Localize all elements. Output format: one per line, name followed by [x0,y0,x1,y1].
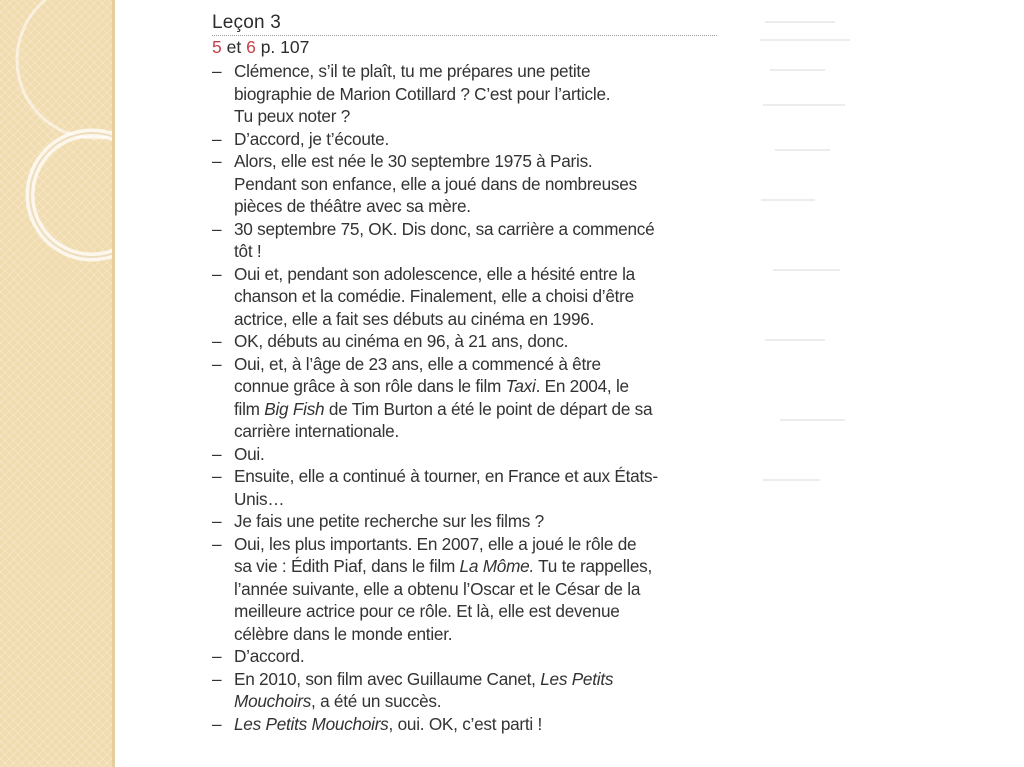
dialogue-text: chanson et la comédie. Finalement, elle a choisi d’être [234,286,634,306]
dialogue-text: connue grâce à son rôle dans le film [234,376,506,396]
side-panel-edge [112,0,115,767]
dialogue-lines [212,60,752,735]
bleed-through-texture [755,10,865,530]
dialogue-dash: – [212,61,222,81]
dialogue-text: D’accord. [234,646,305,666]
decorative-side-panel [0,0,112,767]
dialogue-line [212,375,752,398]
dialogue-text: de Tim Burton a été le point de départ de sa [324,398,653,419]
italic-title: La Môme. [459,556,534,576]
dialogue-text: , oui. OK, c’est parti ! [388,713,543,734]
dialogue-text: 30 septembre 75, OK. Dis donc, sa carrière a commencé [234,218,655,239]
dialogue-text: meilleure actrice pour ce rôle. Et là, elle est devenue [234,601,620,621]
dialogue-line [212,488,752,511]
dialogue-dash: – [212,331,222,351]
dialogue-line [212,173,752,196]
exercise-and: et [226,37,242,57]
dialogue-line [212,690,752,713]
dialogue-text: tôt ! [234,241,262,261]
dialogue-dash: – [212,151,222,171]
dialogue-text: Clémence, s’il te plaît, tu me prépares une petite [234,61,591,81]
dialogue-line [212,105,752,128]
italic-title: Les Petits Mouchoirs [234,713,389,734]
dialogue-line [212,578,752,601]
dialogue-line [212,600,752,623]
dialogue-line [212,510,752,533]
dialogue-text: Oui, et, à l’âge de 23 ans, elle a commencé à être [234,353,601,374]
dialogue-line [212,150,752,173]
dialogue-dash: – [212,263,222,284]
dialogue-dash: – [212,353,222,374]
dialogue-text: Ensuite, elle a continué à tourner, en France et aux États- [234,466,658,486]
italic-title: Big Fish [264,398,325,419]
dialogue-dash: – [212,466,222,486]
dialogue-text: Tu peux noter ? [234,106,350,126]
dialogue-text: l’année suivante, elle a obtenu l’Oscar et le César de la [234,578,641,599]
dialogue-dash: – [212,511,222,531]
dialogue-line [212,555,752,578]
dialogue-text: Tu te rappelles, [533,556,653,576]
dialogue-text: pièces de théâtre avec sa mère. [234,196,471,216]
dialogue-line [212,83,752,106]
italic-title: Taxi [505,376,536,396]
dialogue-dash: – [212,128,222,149]
dialogue-line [212,330,752,353]
italic-title: Les Petits [540,668,614,689]
dialogue-text: . En 2004, le [535,376,629,396]
dialogue-text: En 2010, son film avec Guillaume Canet, [234,668,541,689]
dialogue-dash: – [212,646,222,666]
dialogue-text: actrice, elle a fait ses débuts au cinéma en 1996. [234,308,595,329]
dialogue-dash: – [212,218,222,239]
dialogue-text: Oui, les plus importants. En 2007, elle a joué le rôle de [234,533,637,554]
dialogue-line [212,533,752,556]
dialogue-line [212,645,752,668]
dialogue-text: sa vie : Édith Piaf, dans le film [234,556,460,576]
dialogue-line [212,465,752,488]
dialogue-text: , a été un succès. [311,691,442,711]
dialogue-text: Alors, elle est née le 30 septembre 1975 à Paris. [234,151,593,171]
dialogue-line [212,308,752,331]
exercise-number-6: 6 [246,37,256,57]
dialogue-text: célèbre dans le monde entier. [234,623,453,644]
dialogue-dash: – [212,443,222,464]
dialogue-line [212,128,752,151]
dialogue-line [212,713,752,736]
dialogue-line [212,263,752,286]
transcript-page [212,12,752,735]
dialogue-dash: – [212,668,222,689]
dialogue-line [212,398,752,421]
dialogue-text: D’accord, je t’écoute. [234,128,389,149]
exercise-page: p. 107 [260,37,310,57]
dialogue-text: Je fais une petite recherche sur les films ? [234,511,544,531]
dialogue-text: Oui. [234,443,265,464]
dialogue-line [212,240,752,263]
dialogue-line [212,195,752,218]
italic-title: Mouchoirs [234,691,312,711]
dialogue-line [212,443,752,466]
decorative-ring-large [0,0,112,767]
exercise-number-5: 5 [212,37,222,57]
dialogue-line [212,218,752,241]
dialogue-dash: – [212,713,222,734]
dialogue-text: Oui et, pendant son adolescence, elle a hésité entre la [234,263,635,284]
dialogue-text: carrière internationale. [234,421,400,441]
dialogue-text: biographie de Marion Cotillard ? C’est pour l’article. [234,83,611,104]
exercise-reference [212,36,752,59]
dialogue-text: Unis… [234,488,285,509]
dialogue-line [212,60,752,83]
dialogue-text: Pendant son enfance, elle a joué dans de nombreuses [234,173,637,194]
dialogue-text: OK, débuts au cinéma en 96, à 21 ans, donc. [234,331,569,351]
dialogue-dash: – [212,533,222,554]
dialogue-line [212,353,752,376]
dialogue-line [212,668,752,691]
dialogue-line [212,285,752,308]
dialogue-text: film [234,398,265,419]
dialogue-line [212,420,752,443]
lesson-title: Leçon 3 [212,12,717,36]
dialogue-line [212,623,752,646]
